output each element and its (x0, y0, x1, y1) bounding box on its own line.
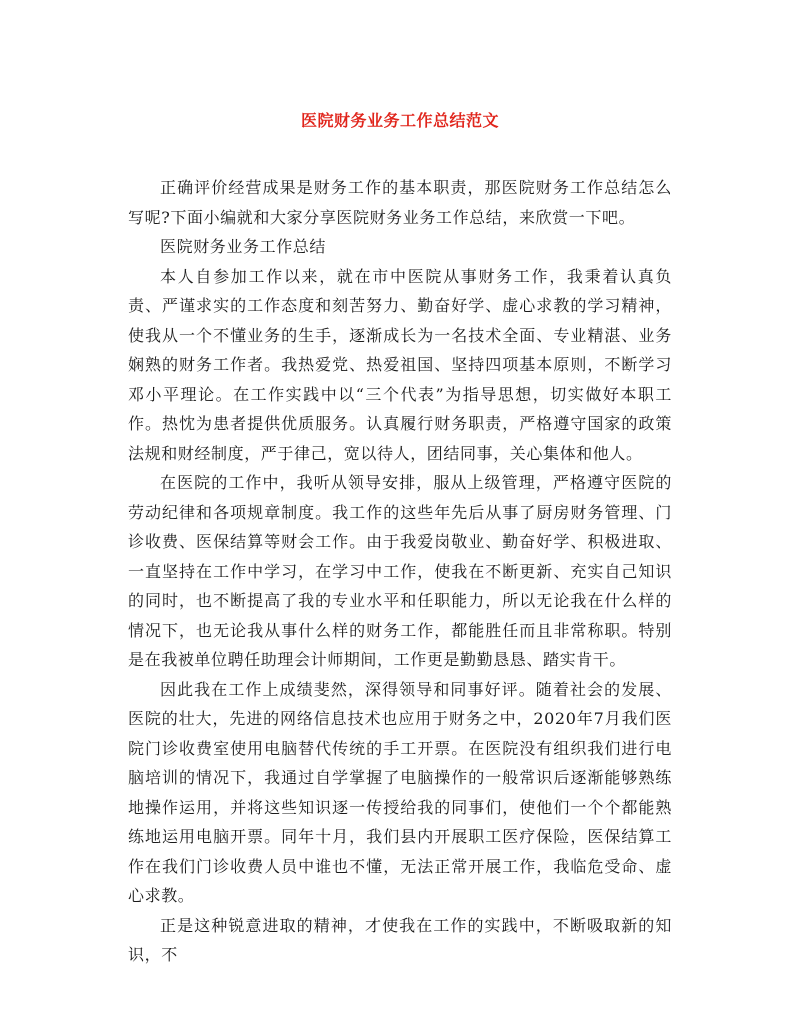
document-title: 医院财务业务工作总结范文 (300, 111, 499, 130)
paragraph-body-4: 正是这种锐意进取的精神，才使我在工作的实践中，不断吸取新的知识，不 (128, 915, 672, 964)
paragraph-body-2: 在医院的工作中，我听从领导安排，服从上级管理，严格遵守医院的劳动纪律和各项规章制度。我工作的这些年先后从事了厨房财务管理、门诊收费、医保结算等财会工作。由于我爱岗敬业、勤奋好学、积极进取、一直坚持在工作中学习，在学习中工作，使我在不断更新、充实自己知识的同时，也不断提高了我的专业水平和任职能力，所以无论我在什么样的情况下，也无论我从事什么样的财务工作，都能胜任而且非常称职。特别是在我被单位聘任助理会计师期间，工作更是勤勤恳恳、踏实肯干。 (128, 473, 672, 669)
paragraph-body-1: 本人自参加工作以来，就在市中医院从事财务工作，我秉着认真负责、严谨求实的工作态度和刻苦努力、勤奋好学、虚心求教的学习精神，使我从一个不懂业务的生手，逐渐成长为一名技术全面、专业精湛、业务娴熟的财务工作者。我热爱党、热爱祖国、坚持四项基本原则，不断学习邓小平理论。在工作实践中以“三个代表”为指导思想，切实做好本职工作。热忱为患者提供优质服务。认真履行财务职责，严格遵守国家的政策法规和财经制度，严于律己，宽以待人，团结同事，关心集体和他人。 (128, 266, 672, 463)
paragraph-body-3: 因此我在工作上成绩斐然，深得领导和同事好评。随着社会的发展、医院的壮大，先进的网络信息技术也应用于财务之中，2020年7月我们医院门诊收费室使用电脑替代传统的手工开票。在医院没有组织我们进行电脑培训的情况下，我通过自学掌握了电脑操作的一般常识后逐渐能够熟练地操作运用，并将这些知识逐一传授给我的同事们，使他们一个个都能熟练地运用电脑开票。同年十月，我们县内开展职工医疗保险，医保结算工作在我们门诊收费人员中谁也不懂，无法正常开展工作，我临危受命、虚心求教。 (128, 679, 672, 905)
paragraph-subtitle: 医院财务业务工作总结 (160, 237, 327, 256)
paragraph-intro: 正确评价经营成果是财务工作的基本职责，那医院财务工作总结怎么写呢?下面小编就和大家分享医院财务业务工作总结，来欣赏一下吧。 (128, 178, 672, 227)
